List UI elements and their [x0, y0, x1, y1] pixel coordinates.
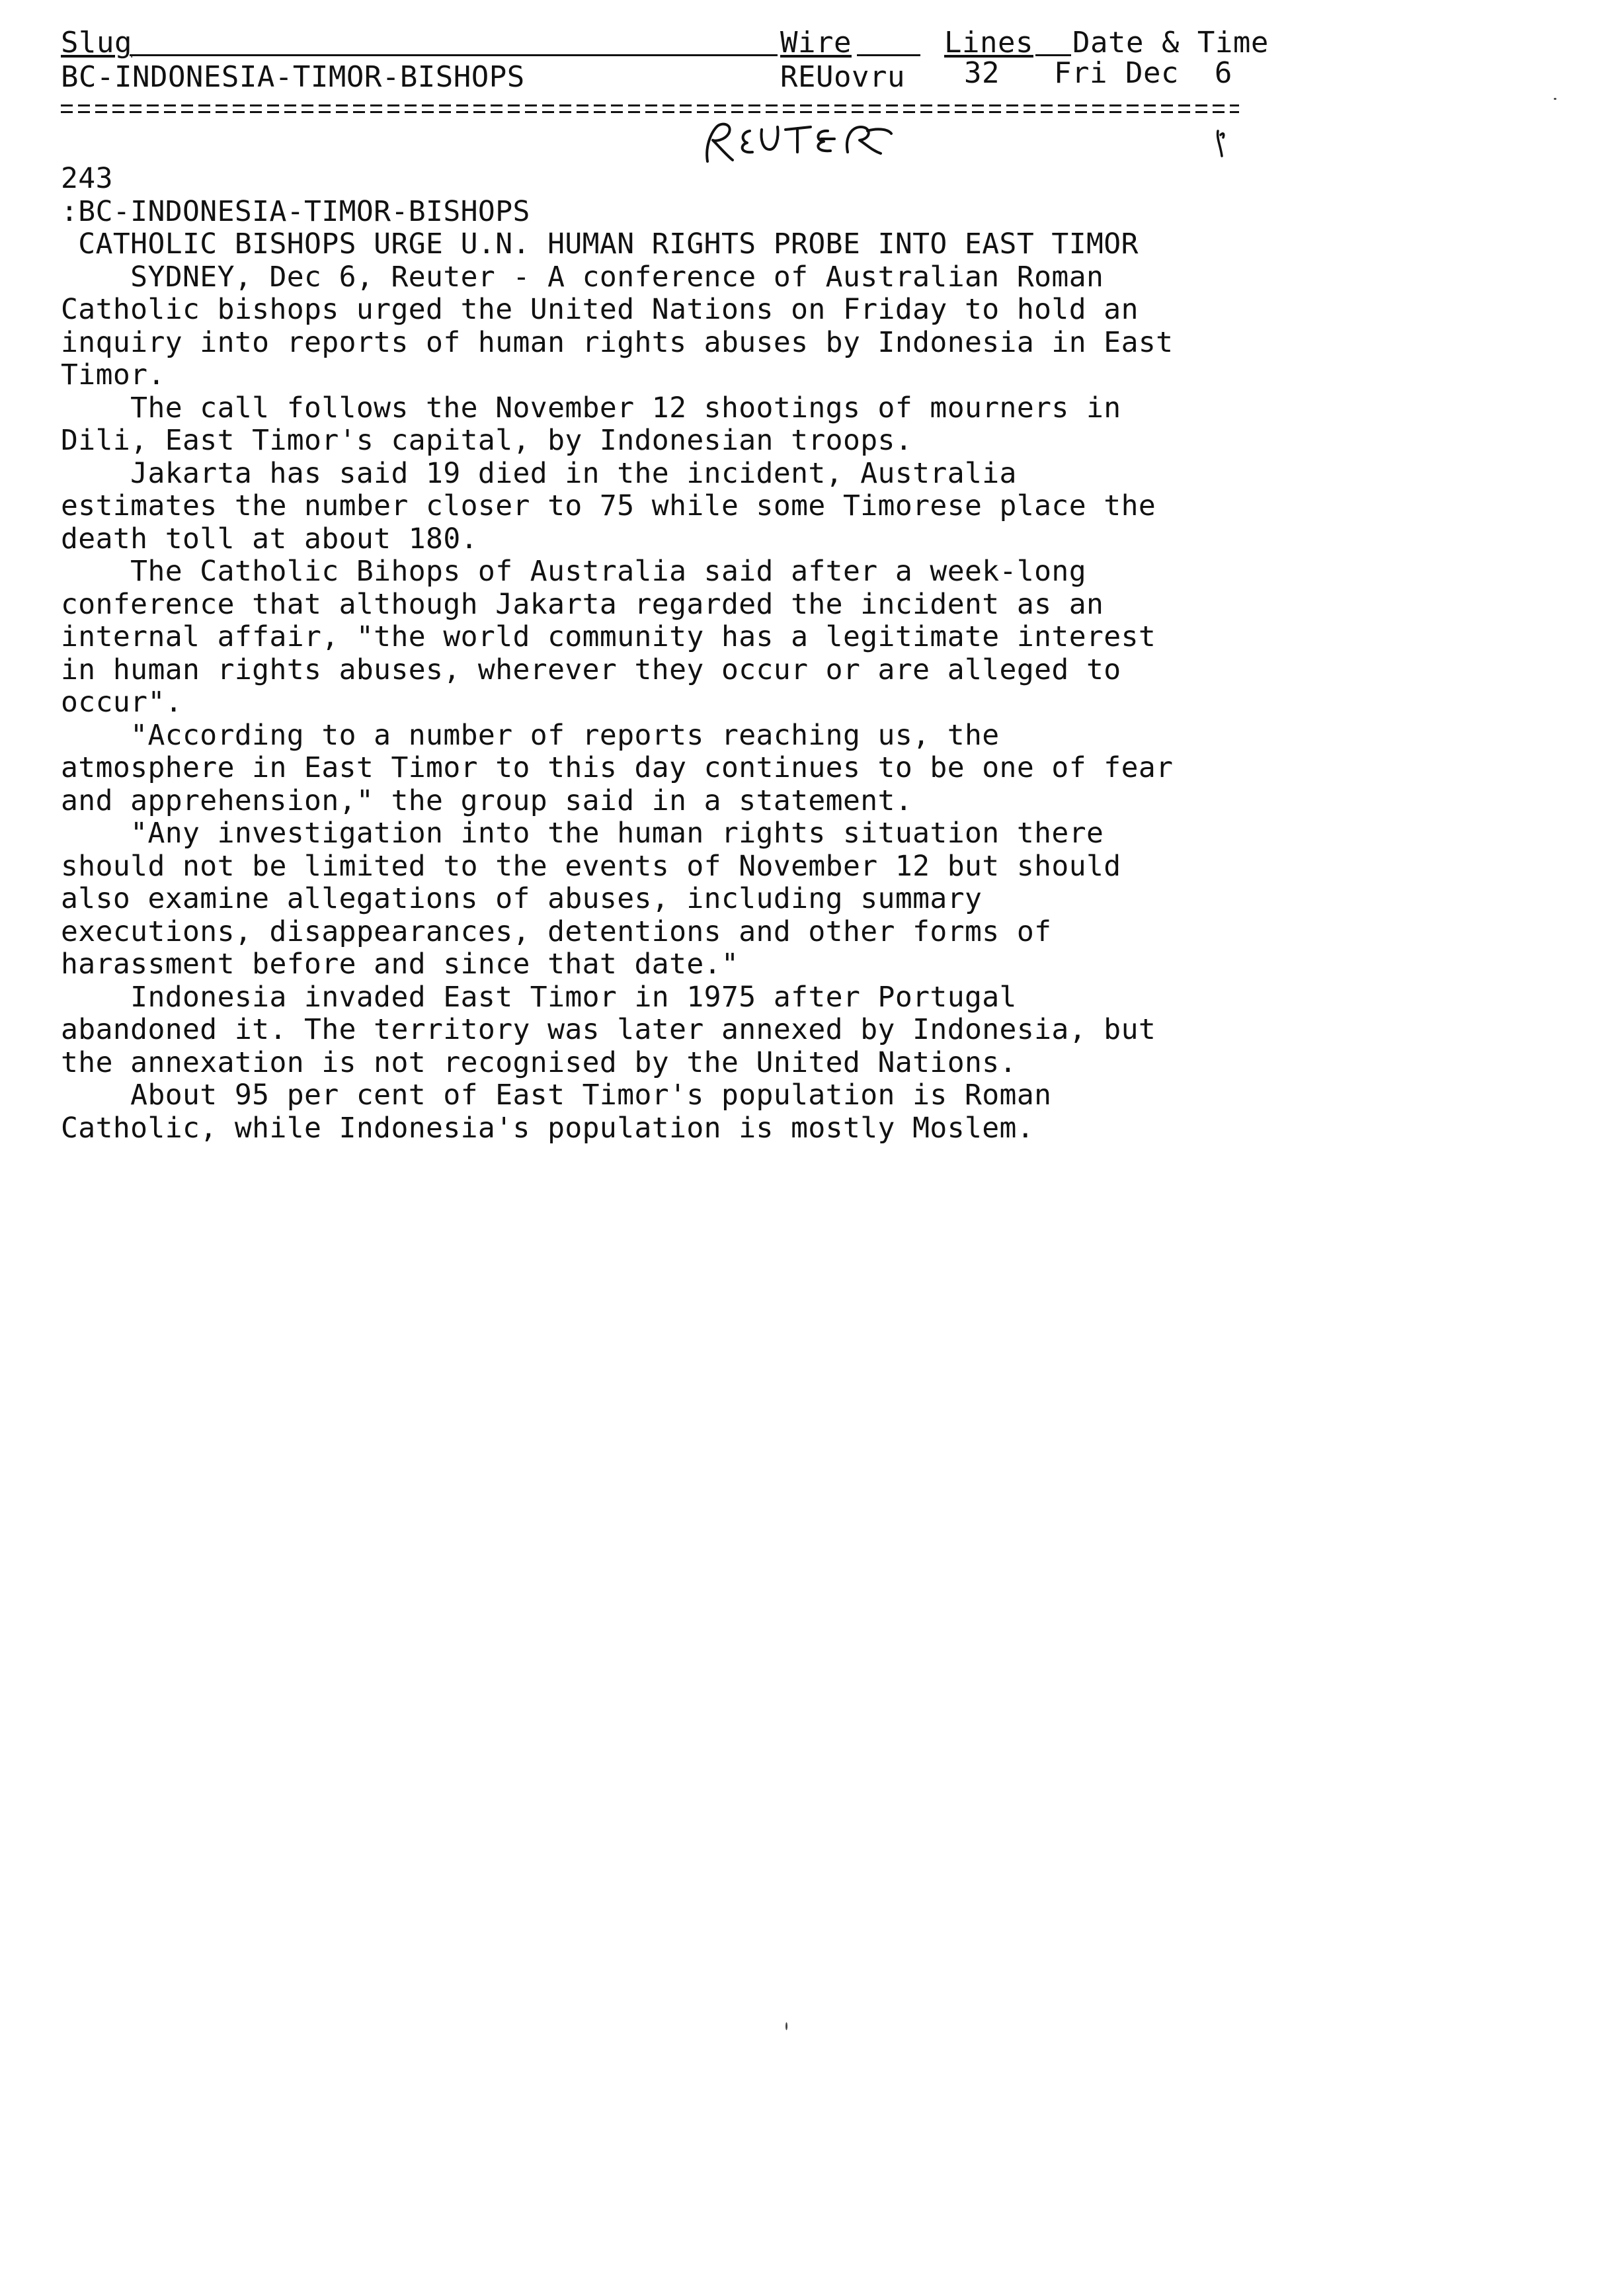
- story-line: abandoned it. The territory was later annexed by Indonesia, but: [61, 1013, 1156, 1046]
- slug-underline: [130, 54, 778, 56]
- story-line: the annexation is not recognised by the United Nations.: [61, 1046, 1017, 1079]
- story-number: 243: [61, 162, 113, 195]
- story-line: Timor.: [61, 358, 165, 391]
- story-line: "According to a number of reports reaching us, the: [61, 718, 1000, 752]
- check-mark-icon: [1214, 126, 1227, 159]
- story-line: "Any investigation into the human rights situation there: [61, 817, 1104, 850]
- story-line: conference that although Jakarta regarded the incident as an: [61, 587, 1104, 621]
- story-line: Catholic bishops urged the United Nations on Friday to hold an: [61, 293, 1139, 326]
- story-line: occur".: [61, 686, 183, 719]
- story-line: Catholic, while Indonesia's population is mostly Moslem.: [61, 1111, 1035, 1145]
- story-line: SYDNEY, Dec 6, Reuter - A conference of Australian Roman: [61, 260, 1104, 294]
- story-line: harassment before and since that date.": [61, 948, 739, 981]
- datetime-label-clip: [1072, 26, 1271, 60]
- story-line: internal affair, "the world community has a legitimate interest: [61, 620, 1156, 653]
- datetime-label: Date & Time: [1072, 26, 1269, 60]
- story-text: [61, 196, 1251, 1145]
- story-body: [61, 163, 1251, 1145]
- wire-value: REUovru: [780, 60, 905, 94]
- story-line: executions, disappearances, detentions and other forms of: [61, 915, 1052, 948]
- story-line: and apprehension," the group said in a statement.: [61, 784, 913, 817]
- story-headline: CATHOLIC BISHOPS URGE U.N. HUMAN RIGHTS PROBE INTO EAST TIMOR: [61, 227, 1139, 261]
- handwritten-reuter-mark: [698, 111, 910, 171]
- lines-label: Lines: [944, 26, 1033, 60]
- story-line: should not be limited to the events of November 12 but should: [61, 849, 1121, 883]
- slug-value: BC-INDONESIA-TIMOR-BISHOPS: [61, 60, 525, 94]
- scan-speck: [1554, 98, 1556, 100]
- story-line: About 95 per cent of East Timor's population is Roman: [61, 1079, 1052, 1112]
- story-line: also examine allegations of abuses, including summary: [61, 882, 983, 915]
- story-line: The call follows the November 12 shootings of mourners in: [61, 391, 1121, 425]
- story-line: estimates the number closer to 75 while some Timorese place the: [61, 489, 1156, 522]
- wire-label: Wire: [780, 26, 852, 60]
- story-line: in human rights abuses, wherever they occur or are alleged to: [61, 653, 1121, 686]
- wire-underline: [857, 54, 920, 56]
- story-slug-line: :BC-INDONESIA-TIMOR-BISHOPS: [61, 194, 530, 228]
- date-value: Fri Dec 6: [1054, 56, 1232, 90]
- story-line: The Catholic Bihops of Australia said after a week-long: [61, 555, 1087, 588]
- slug-label: Slug: [61, 26, 132, 60]
- header-separator-bottom: [61, 111, 1239, 113]
- scan-speck: [785, 2022, 787, 2030]
- story-line: death toll at about 180.: [61, 522, 478, 555]
- story-line: Dili, East Timor's capital, by Indonesian troops.: [61, 424, 913, 457]
- story-line: atmosphere in East Timor to this day continues to be one of fear: [61, 751, 1174, 784]
- lines-value: 32: [964, 56, 1000, 90]
- story-line: Jakarta has said 19 died in the incident, Australia: [61, 456, 1017, 490]
- story-line: Indonesia invaded East Timor in 1975 after Portugal: [61, 980, 1017, 1014]
- story-line: inquiry into reports of human rights abuses by Indonesia in East: [61, 325, 1174, 359]
